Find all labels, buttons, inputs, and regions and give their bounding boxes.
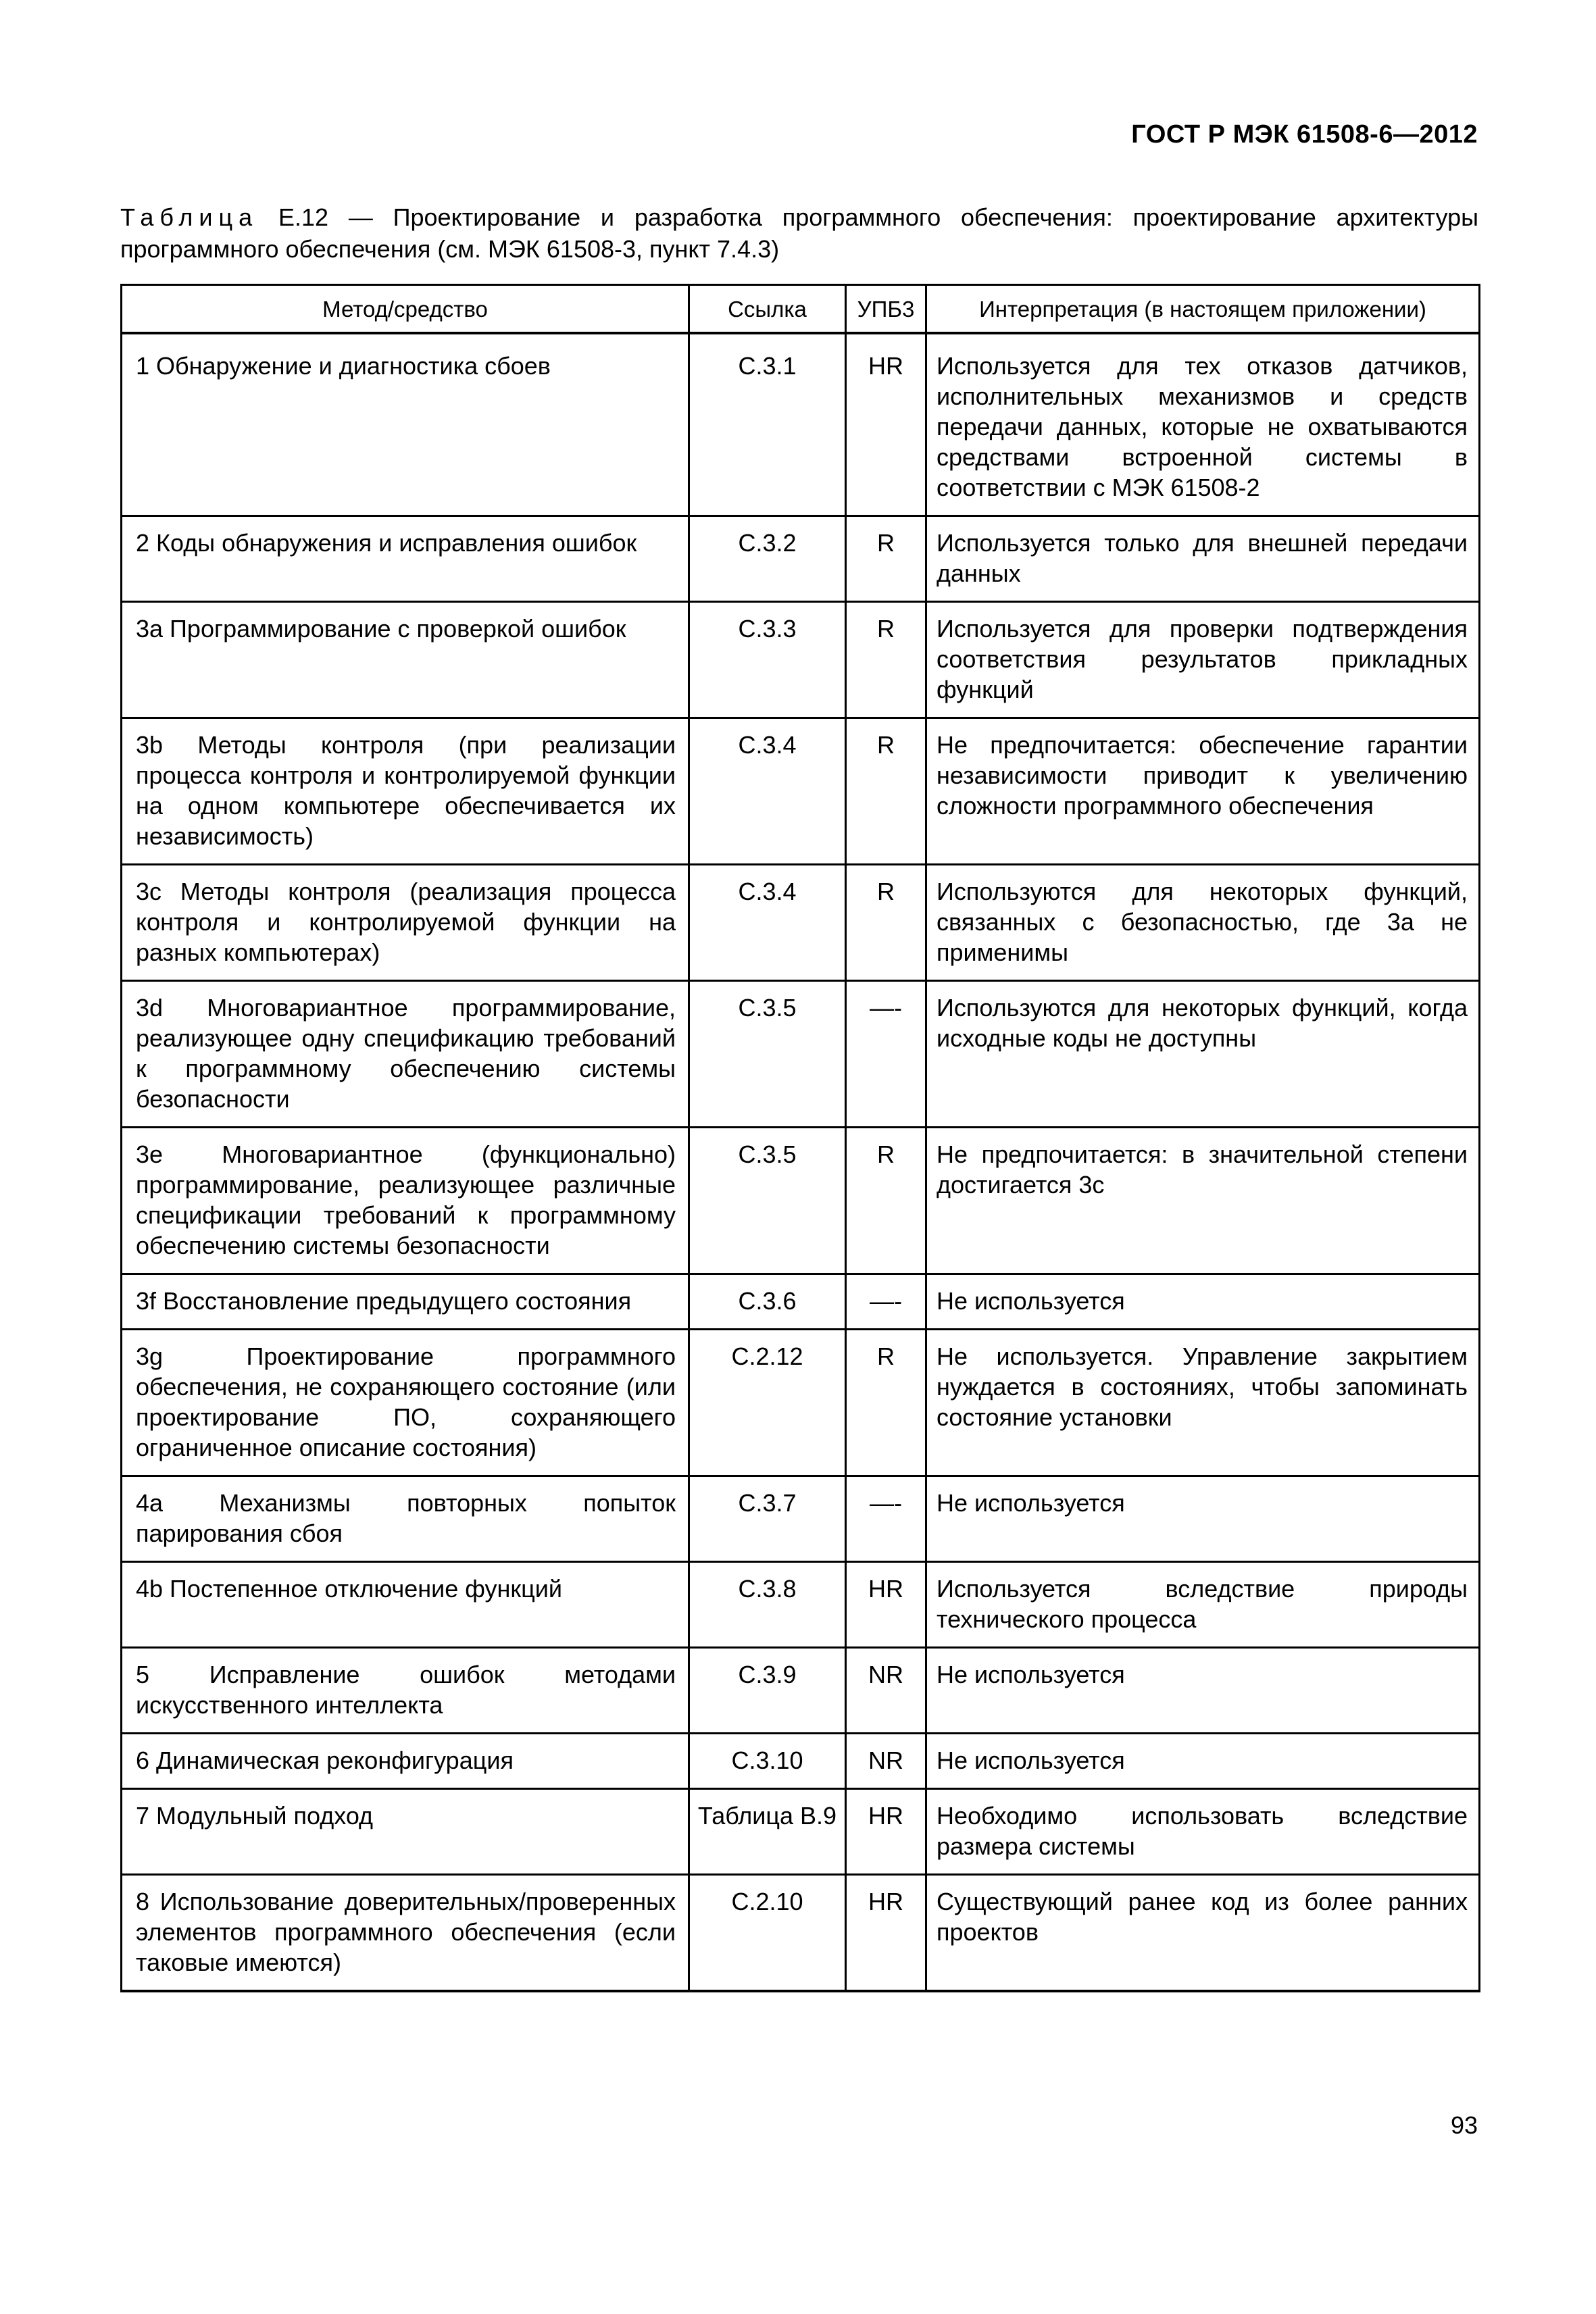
interpretation-cell: Используется вследствие природы технического процесса bbox=[926, 1562, 1480, 1648]
upbz-cell: R bbox=[846, 1330, 926, 1476]
reference-cell: С.3.5 bbox=[689, 981, 846, 1128]
methods-table bbox=[120, 284, 1480, 1992]
table-header-row bbox=[122, 285, 1480, 334]
reference-cell: С.3.10 bbox=[689, 1734, 846, 1789]
interpretation-cell: Не используется bbox=[926, 1476, 1480, 1562]
upbz-cell: R bbox=[846, 516, 926, 602]
interpretation-cell: Не используется bbox=[926, 1274, 1480, 1330]
upbz-cell: R bbox=[846, 1128, 926, 1274]
table-row bbox=[122, 1476, 1480, 1562]
interpretation-cell: Используется для тех отказов датчиков, исполнительных механизмов и средств передачи данных, которые не охватываются средствами встроенной системы в соответствии с МЭК 61508-2 bbox=[926, 340, 1480, 516]
table-row bbox=[122, 1648, 1480, 1734]
upbz-cell: R bbox=[846, 865, 926, 981]
method-cell: 3b Методы контроля (при реализации процесса контроля и контролируемой функции на одном компьютере обеспечивается их независимость) bbox=[122, 718, 689, 865]
upbz-cell: R bbox=[846, 718, 926, 865]
table-row bbox=[122, 516, 1480, 602]
method-cell: 1 Обнаружение и диагностика сбоев bbox=[122, 340, 689, 516]
method-cell: 4а Механизмы повторных попыток парирования сбоя bbox=[122, 1476, 689, 1562]
reference-cell: С.3.7 bbox=[689, 1476, 846, 1562]
method-cell: 6 Динамическая реконфигурация bbox=[122, 1734, 689, 1789]
reference-cell: С.3.9 bbox=[689, 1648, 846, 1734]
table-caption bbox=[120, 201, 1478, 265]
method-cell: 3g Проектирование программного обеспечения, не сохраняющего состояние (или проектирование ПО, сохраняющего ограниченное описание состояния) bbox=[122, 1330, 689, 1476]
interpretation-cell: Не используется bbox=[926, 1648, 1480, 1734]
interpretation-cell: Используются для некоторых функций, когда исходные коды не доступны bbox=[926, 981, 1480, 1128]
table-row bbox=[122, 1734, 1480, 1789]
table-row bbox=[122, 718, 1480, 865]
upbz-cell: —- bbox=[846, 1476, 926, 1562]
method-cell: 3f Восстановление предыдущего состояния bbox=[122, 1274, 689, 1330]
upbz-cell: —- bbox=[846, 1274, 926, 1330]
reference-cell: С.3.5 bbox=[689, 1128, 846, 1274]
upbz-cell: HR bbox=[846, 1789, 926, 1875]
reference-cell: С.3.4 bbox=[689, 865, 846, 981]
method-cell: 2 Коды обнаружения и исправления ошибок bbox=[122, 516, 689, 602]
table-row bbox=[122, 1330, 1480, 1476]
caption-text: Е.12 — Проектирование и разработка программного обеспечения: проектирование архитектуры программного обеспечения (см. МЭК 61508-3, пункт 7.4.3) bbox=[120, 203, 1478, 263]
table-row bbox=[122, 1875, 1480, 1992]
interpretation-cell: Существующий ранее код из более ранних проектов bbox=[926, 1875, 1480, 1992]
method-cell: 8 Использование доверительных/проверенных элементов программного обеспечения (если таковые имеются) bbox=[122, 1875, 689, 1992]
table-row bbox=[122, 1128, 1480, 1274]
reference-cell: С.3.4 bbox=[689, 718, 846, 865]
reference-cell: С.3.6 bbox=[689, 1274, 846, 1330]
method-cell: 3а Программирование с проверкой ошибок bbox=[122, 602, 689, 718]
upbz-cell: HR bbox=[846, 340, 926, 516]
page-number: 93 bbox=[1450, 2111, 1478, 2139]
interpretation-cell: Используется только для внешней передачи данных bbox=[926, 516, 1480, 602]
method-cell: 5 Исправление ошибок методами искусственного интеллекта bbox=[122, 1648, 689, 1734]
interpretation-cell: Не используется. Управление закрытием нуждается в состояниях, чтобы запоминать состояние установки bbox=[926, 1330, 1480, 1476]
caption-label: Таблица bbox=[120, 203, 259, 231]
header-reference: Ссылка bbox=[689, 285, 846, 334]
reference-cell: Таблица В.9 bbox=[689, 1789, 846, 1875]
upbz-cell: HR bbox=[846, 1562, 926, 1648]
method-cell: 4b Постепенное отключение функций bbox=[122, 1562, 689, 1648]
table-row bbox=[122, 340, 1480, 516]
header-gap bbox=[122, 333, 1480, 340]
document-header: ГОСТ Р МЭК 61508-6—2012 bbox=[1131, 120, 1478, 149]
interpretation-cell: Используется для проверки подтверждения соответствия результатов прикладных функций bbox=[926, 602, 1480, 718]
reference-cell: С.3.3 bbox=[689, 602, 846, 718]
reference-cell: С.2.12 bbox=[689, 1330, 846, 1476]
upbz-cell: NR bbox=[846, 1648, 926, 1734]
table-row bbox=[122, 1562, 1480, 1648]
upbz-cell: R bbox=[846, 602, 926, 718]
reference-cell: С.3.8 bbox=[689, 1562, 846, 1648]
interpretation-cell: Не предпочитается: обеспечение гарантии независимости приводит к увеличению сложности программного обеспечения bbox=[926, 718, 1480, 865]
table-row bbox=[122, 865, 1480, 981]
header-interpretation: Интерпретация (в настоящем приложении) bbox=[926, 285, 1480, 334]
interpretation-cell: Не используется bbox=[926, 1734, 1480, 1789]
reference-cell: С.2.10 bbox=[689, 1875, 846, 1992]
reference-cell: С.3.2 bbox=[689, 516, 846, 602]
method-cell: 3е Многовариантное (функционально) программирование, реализующее различные спецификации требований к программному обеспечению системы безопасности bbox=[122, 1128, 689, 1274]
interpretation-cell: Не предпочитается: в значительной степени достигается 3с bbox=[926, 1128, 1480, 1274]
upbz-cell: —- bbox=[846, 981, 926, 1128]
table-row bbox=[122, 1274, 1480, 1330]
table-row bbox=[122, 602, 1480, 718]
method-cell: 7 Модульный подход bbox=[122, 1789, 689, 1875]
interpretation-cell: Используются для некоторых функций, связанных с безопасностью, где 3а не применимы bbox=[926, 865, 1480, 981]
table-row bbox=[122, 1789, 1480, 1875]
upbz-cell: NR bbox=[846, 1734, 926, 1789]
upbz-cell: HR bbox=[846, 1875, 926, 1992]
header-upbz: УПБ3 bbox=[846, 285, 926, 334]
reference-cell: С.3.1 bbox=[689, 340, 846, 516]
header-method: Метод/средство bbox=[122, 285, 689, 334]
method-cell: 3d Многовариантное программирование, реализующее одну спецификацию требований к программному обеспечению системы безопасности bbox=[122, 981, 689, 1128]
interpretation-cell: Необходимо использовать вследствие размера системы bbox=[926, 1789, 1480, 1875]
table-row bbox=[122, 981, 1480, 1128]
method-cell: 3с Методы контроля (реализация процесса контроля и контролируемой функции на разных компьютерах) bbox=[122, 865, 689, 981]
